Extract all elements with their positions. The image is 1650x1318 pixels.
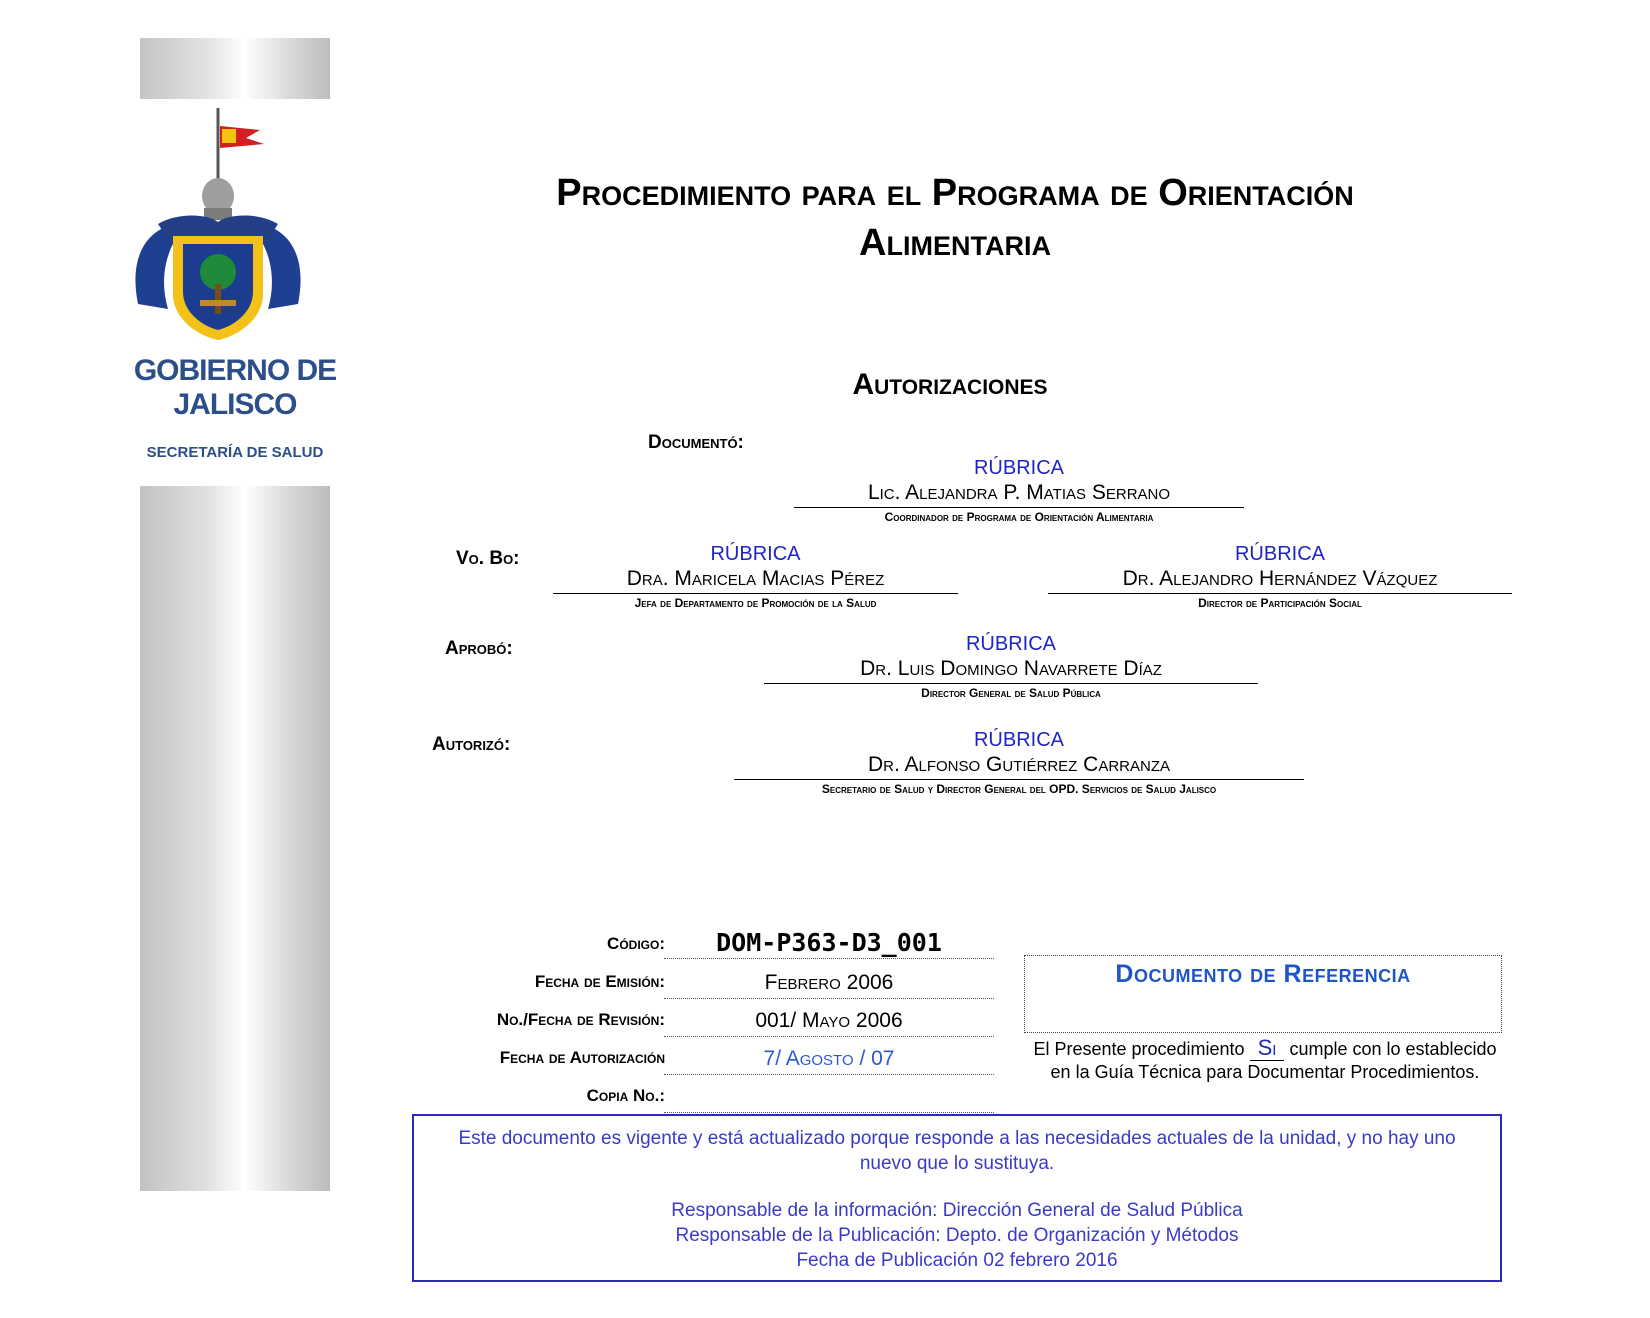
reference-title: Documento de Referencia xyxy=(1115,960,1411,988)
documento-signature xyxy=(794,456,1244,524)
codigo-label: Código: xyxy=(607,934,665,953)
documento-label: Documentó: xyxy=(648,432,744,453)
autorizo-signature xyxy=(734,728,1304,796)
emision-value: Febrero 2006 xyxy=(664,968,994,999)
department-name: SECRETARÍA DE SALUD xyxy=(146,444,324,461)
autorizo-position: Secretario de Salud y Director General del OPD. Servicios de Salud Jalisco xyxy=(821,782,1217,796)
vobo-right-position: Director de Participación Social xyxy=(1198,596,1362,610)
autorizo-label: Autorizó: xyxy=(432,734,511,755)
aprobo-position: Director General de Salud Pública xyxy=(921,686,1101,700)
codigo-value: DOM-P363-D3_001 xyxy=(664,928,994,959)
reference-note-before: El Presente procedimiento xyxy=(1033,1039,1245,1059)
vobo-label: Vo. Bo: xyxy=(456,548,520,569)
aprobo-signature xyxy=(764,632,1258,700)
aprobo-name: Dr. Luis Domingo Navarrete Díaz xyxy=(764,656,1258,684)
reference-note-after: cumple con lo establecido en la Guía Técnica para Documentar Procedimientos. xyxy=(1050,1039,1497,1082)
vobo-right-rubrica: RÚBRICA xyxy=(1234,543,1325,565)
vobo-left-signature xyxy=(553,542,958,610)
title-line-2: Alimentaria xyxy=(859,222,1051,264)
aprobo-label: Aprobó: xyxy=(445,638,513,659)
authorizations-heading: Autorizaciones xyxy=(852,368,1048,401)
documento-position: Coordinador de Programa de Orientación Alimentaria xyxy=(884,510,1154,524)
jalisco-coat-of-arms-icon xyxy=(128,104,308,346)
autorizacion-label: Fecha de Autorización xyxy=(499,1048,665,1067)
title-line-1: Procedimiento para el Programa de Orientación xyxy=(556,172,1354,214)
autorizacion-value: 7/ Agosto / 07 xyxy=(664,1044,994,1075)
government-name: GOBIERNO DE JALISCO xyxy=(133,354,337,421)
vobo-left-name: Dra. Maricela Macias Pérez xyxy=(553,566,958,594)
vobo-right-name: Dr. Alejandro Hernández Vázquez xyxy=(1048,566,1512,594)
reference-note xyxy=(1030,1036,1500,1084)
documento-rubrica: RÚBRICA xyxy=(973,457,1064,479)
vobo-right-signature xyxy=(1048,542,1512,610)
emision-label: Fecha de Emisión: xyxy=(534,972,665,991)
copia-value xyxy=(664,1082,994,1113)
publication-date: Fecha de Publicación 02 febrero 2016 xyxy=(796,1250,1118,1271)
aprobo-rubrica: RÚBRICA xyxy=(965,633,1056,655)
vobo-left-rubrica: RÚBRICA xyxy=(710,543,801,565)
revision-value: 001/ Mayo 2006 xyxy=(664,1006,994,1037)
sidebar-top-bar xyxy=(140,38,330,99)
copia-label: Copia No.: xyxy=(586,1086,665,1105)
autorizo-name: Dr. Alfonso Gutiérrez Carranza xyxy=(734,752,1304,780)
publication-responsible: Responsable de la Publicación: Depto. de Organización y Métodos xyxy=(675,1225,1239,1246)
sidebar-bottom-bar xyxy=(140,486,330,1191)
document-title xyxy=(420,168,1490,268)
reference-answer: Si xyxy=(1250,1035,1285,1061)
documento-name: Lic. Alejandra P. Matias Serrano xyxy=(794,480,1244,508)
autorizo-rubrica: RÚBRICA xyxy=(973,729,1064,751)
vobo-left-position: Jefa de Departamento de Promoción de la Salud xyxy=(634,596,877,610)
info-responsible: Responsable de la información: Dirección General de Salud Pública xyxy=(671,1200,1243,1221)
revision-label: No./Fecha de Revisión: xyxy=(496,1010,665,1029)
validity-statement: Este documento es vigente y está actualizado porque responde a las necesidades actuales de la unidad, y no hay uno nuevo que lo sustituya. xyxy=(458,1128,1456,1174)
validity-info-box xyxy=(412,1114,1502,1282)
